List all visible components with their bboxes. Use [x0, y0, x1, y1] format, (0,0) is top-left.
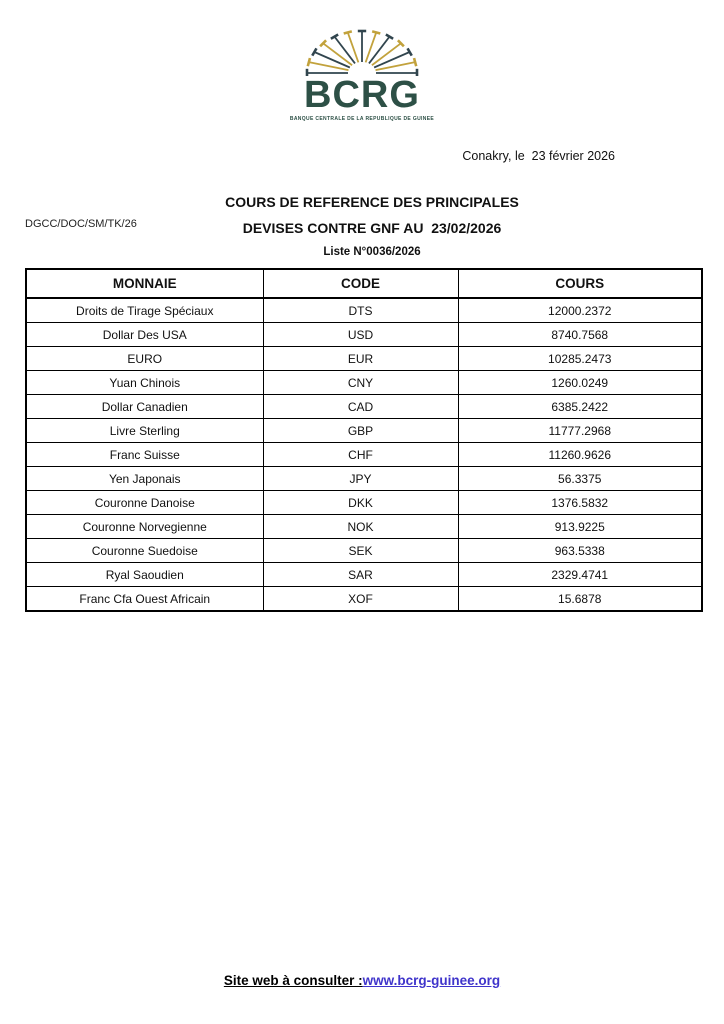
logo-subtitle: BANQUE CENTRALE DE LA REPUBLIQUE DE GUINEE [289, 116, 435, 122]
exchange-rate-cell: 12000.2372 [458, 298, 702, 323]
exchange-rate-cell: 963.5338 [458, 539, 702, 563]
table-row [26, 515, 702, 539]
exchange-rate-cell: 8740.7568 [458, 323, 702, 347]
currency-code-cell: NOK [263, 515, 458, 539]
currency-name-cell: Droits de Tirage Spéciaux [26, 298, 263, 323]
currency-name-cell: Dollar Canadien [26, 395, 263, 419]
currency-name-cell: Franc Cfa Ouest Africain [26, 587, 263, 612]
currency-name-cell: Couronne Norvegienne [26, 515, 263, 539]
currency-name-cell: Couronne Suedoise [26, 539, 263, 563]
list-number: Liste N°0036/2026 [323, 246, 421, 258]
exchange-rate-cell: 1260.0249 [458, 371, 702, 395]
exchange-rate-cell: 11260.9626 [458, 443, 702, 467]
table-row [26, 443, 702, 467]
table-row [26, 491, 702, 515]
currency-code-cell: EUR [263, 347, 458, 371]
currency-code-cell: CAD [263, 395, 458, 419]
currency-code-cell: SEK [263, 539, 458, 563]
footer-label: Site web à consulter : [223, 973, 363, 988]
currency-name-cell: Yen Japonais [26, 467, 263, 491]
currency-name-cell: Livre Sterling [26, 419, 263, 443]
exchange-rate-cell: 1376.5832 [458, 491, 702, 515]
currency-code-cell: USD [263, 323, 458, 347]
bcrg-rays-icon [302, 16, 422, 76]
exchange-rate-cell: 15.6878 [458, 587, 702, 612]
column-header-cours: COURS [458, 269, 702, 298]
website-link[interactable]: www.bcrg-guinee.org [362, 973, 501, 988]
currency-code-cell: DKK [263, 491, 458, 515]
currency-name-cell: Dollar Des USA [26, 323, 263, 347]
table-row [26, 347, 702, 371]
table-row [26, 298, 702, 323]
exchange-rate-cell: 913.9225 [458, 515, 702, 539]
column-header-monnaie: MONNAIE [26, 269, 263, 298]
document-title-line-1: COURS DE REFERENCE DES PRINCIPALES [225, 194, 519, 210]
exchange-rates-table [25, 268, 703, 612]
table-row [26, 467, 702, 491]
bcrg-logo [252, 16, 472, 122]
exchange-rate-cell: 56.3375 [458, 467, 702, 491]
exchange-rate-cell: 6385.2422 [458, 395, 702, 419]
document-title-line-2: DEVISES CONTRE GNF AU 23/02/2026 [242, 220, 502, 236]
table-row [26, 419, 702, 443]
table-row [26, 587, 702, 612]
table-row [26, 395, 702, 419]
footer [0, 973, 724, 988]
currency-name-cell: Yuan Chinois [26, 371, 263, 395]
currency-name-cell: Franc Suisse [26, 443, 263, 467]
currency-code-cell: CHF [263, 443, 458, 467]
currency-code-cell: SAR [263, 563, 458, 587]
currency-code-cell: CNY [263, 371, 458, 395]
currency-code-cell: DTS [263, 298, 458, 323]
date-line: Conakry, le 23 février 2026 [462, 149, 615, 163]
table-row [26, 371, 702, 395]
currency-name-cell: Ryal Saoudien [26, 563, 263, 587]
column-header-code: CODE [263, 269, 458, 298]
currency-code-cell: GBP [263, 419, 458, 443]
exchange-rate-cell: 10285.2473 [458, 347, 702, 371]
reference-number: DGCC/DOC/SM/TK/26 [25, 218, 137, 230]
table-row [26, 563, 702, 587]
currency-code-cell: XOF [263, 587, 458, 612]
logo-wordmark: BCRG [304, 74, 420, 116]
currency-name-cell: Couronne Danoise [26, 491, 263, 515]
exchange-rate-cell: 2329.4741 [458, 563, 702, 587]
table-header-row [26, 269, 702, 298]
table-row [26, 323, 702, 347]
table-row [26, 539, 702, 563]
currency-code-cell: JPY [263, 467, 458, 491]
exchange-rate-cell: 11777.2968 [458, 419, 702, 443]
currency-name-cell: EURO [26, 347, 263, 371]
